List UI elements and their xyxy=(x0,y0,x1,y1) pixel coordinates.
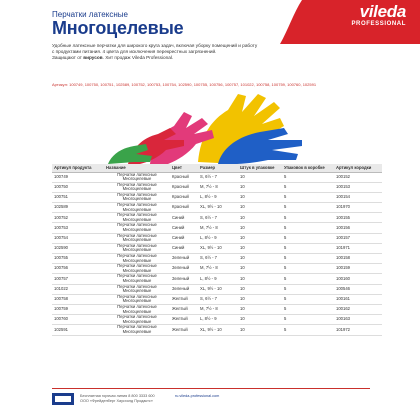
page-title: Многоцелевые xyxy=(52,18,184,38)
cell-color: Синий xyxy=(170,243,198,253)
desc-line-3-bold: вирусов xyxy=(83,55,103,61)
table-row xyxy=(52,325,382,335)
cell-color: Желтый xyxy=(170,304,198,314)
cell-article: 100750 xyxy=(52,182,104,192)
desc-line-3 xyxy=(52,55,372,61)
brand-logo-sub: PROFESSIONAL xyxy=(351,21,406,27)
gloves-illustration xyxy=(88,88,338,164)
cell-name: Перчатки латексные Многоцелевые xyxy=(104,315,170,325)
gloves-photo xyxy=(88,88,338,164)
col-packs: Упаковок в коробке xyxy=(282,164,334,172)
brand-logo[interactable]: vileda xyxy=(359,2,406,21)
cell-name: Перчатки латексные Многоцелевые xyxy=(104,233,170,243)
table-row xyxy=(52,182,382,192)
desc-line-1: Удобные латексные перчатки для широкого круга задач, включая уборку помещений и работу xyxy=(52,43,258,48)
footer-text xyxy=(80,394,155,404)
cell-size: S, 6½ - 7 xyxy=(198,294,238,304)
cell-article: 100755 xyxy=(52,254,104,264)
cell-size: L, 8½ - 9 xyxy=(198,192,238,202)
cell-box-article: 100155 xyxy=(334,213,382,223)
col-box-article: Артикул кородки xyxy=(334,164,382,172)
cell-packs: 5 xyxy=(282,274,334,284)
cell-pieces: 10 xyxy=(238,233,282,243)
cell-article: 100754 xyxy=(52,233,104,243)
table-header-row xyxy=(52,164,382,172)
cell-packs: 5 xyxy=(282,203,334,213)
cell-size: S, 6½ - 7 xyxy=(198,254,238,264)
cell-box-article: 101971 xyxy=(334,243,382,253)
cell-name: Перчатки латексные Многоцелевые xyxy=(104,294,170,304)
cell-packs: 5 xyxy=(282,284,334,294)
cell-pieces: 10 xyxy=(238,172,282,182)
cell-size: L, 8½ - 9 xyxy=(198,315,238,325)
cell-name: Перчатки латексные Многоцелевые xyxy=(104,203,170,213)
cell-color: Синий xyxy=(170,213,198,223)
cell-name: Перчатки латексные Многоцелевые xyxy=(104,182,170,192)
cell-color: Синий xyxy=(170,233,198,243)
table-row xyxy=(52,172,382,182)
cell-name: Перчатки латексные Многоцелевые xyxy=(104,304,170,314)
cell-box-article: 100161 xyxy=(334,294,382,304)
cell-box-article: 101970 xyxy=(334,203,382,213)
cell-color: Красный xyxy=(170,182,198,192)
col-article: Артикул продукта xyxy=(52,164,104,172)
cell-packs: 5 xyxy=(282,325,334,335)
table-row xyxy=(52,233,382,243)
desc-line-2: с продуктами питания. 4 цвета для исключения перекрестных загрязнений. xyxy=(52,49,217,55)
cell-pieces: 10 xyxy=(238,182,282,192)
cell-size: S, 6½ - 7 xyxy=(198,172,238,182)
col-pieces: Штук в упаковке xyxy=(238,164,282,172)
table-row xyxy=(52,254,382,264)
table-row xyxy=(52,243,382,253)
article-list: Артикул: 100749, 100750, 100751, 102589, 100752, 100753, 100754, 102590, 100755, 100756, 100757, 101022, 100758, 100759, 100760, 102591 xyxy=(52,82,317,87)
page-subtitle: Перчатки латексные xyxy=(52,10,128,19)
cell-color: Красный xyxy=(170,192,198,202)
cell-pieces: 10 xyxy=(238,213,282,223)
cell-pieces: 10 xyxy=(238,304,282,314)
table-row xyxy=(52,315,382,325)
cell-color: Красный xyxy=(170,172,198,182)
table-row xyxy=(52,264,382,274)
cell-name: Перчатки латексные Многоцелевые xyxy=(104,274,170,284)
cell-pieces: 10 xyxy=(238,274,282,284)
cell-packs: 5 xyxy=(282,304,334,314)
cell-box-article: 100546 xyxy=(334,284,382,294)
cell-packs: 5 xyxy=(282,254,334,264)
product-description xyxy=(52,43,372,62)
cell-color: Синий xyxy=(170,223,198,233)
cell-box-article: 100154 xyxy=(334,192,382,202)
table-row xyxy=(52,203,382,213)
cell-size: XL, 9½ - 10 xyxy=(198,325,238,335)
cell-size: L, 8½ - 9 xyxy=(198,274,238,284)
table-row xyxy=(52,213,382,223)
cell-pieces: 10 xyxy=(238,243,282,253)
cell-name: Перчатки латексные Многоцелевые xyxy=(104,284,170,294)
table-row xyxy=(52,304,382,314)
cell-box-article: 100157 xyxy=(334,233,382,243)
table-row xyxy=(52,294,382,304)
cell-name: Перчатки латексные Многоцелевые xyxy=(104,264,170,274)
cell-article: 100759 xyxy=(52,304,104,314)
cell-article: 102591 xyxy=(52,325,104,335)
cell-packs: 5 xyxy=(282,172,334,182)
cell-size: XL, 9½ - 10 xyxy=(198,203,238,213)
cell-box-article: 100158 xyxy=(334,254,382,264)
cell-color: Зеленый xyxy=(170,254,198,264)
cell-size: XL, 9½ - 10 xyxy=(198,284,238,294)
cell-box-article: 100162 xyxy=(334,304,382,314)
cell-pieces: 10 xyxy=(238,315,282,325)
cell-pieces: 10 xyxy=(238,192,282,202)
cell-size: L, 8½ - 9 xyxy=(198,233,238,243)
cell-packs: 5 xyxy=(282,233,334,243)
cell-color: Зеленый xyxy=(170,264,198,274)
cell-pieces: 10 xyxy=(238,294,282,304)
table-row xyxy=(52,223,382,233)
cell-packs: 5 xyxy=(282,243,334,253)
cell-color: Зеленый xyxy=(170,274,198,284)
cell-size: M, 7½ - 8 xyxy=(198,264,238,274)
cell-article: 100753 xyxy=(52,223,104,233)
cell-pieces: 10 xyxy=(238,325,282,335)
cell-article: 100758 xyxy=(52,294,104,304)
footer-logo-icon xyxy=(52,393,74,405)
cell-article: 100751 xyxy=(52,192,104,202)
cell-article: 100749 xyxy=(52,172,104,182)
cell-article: 102589 xyxy=(52,203,104,213)
cell-size: M, 7½ - 8 xyxy=(198,223,238,233)
cell-packs: 5 xyxy=(282,192,334,202)
cell-color: Желтый xyxy=(170,294,198,304)
cell-packs: 5 xyxy=(282,264,334,274)
cell-article: 102590 xyxy=(52,243,104,253)
cell-box-article: 101972 xyxy=(334,325,382,335)
cell-article: 101022 xyxy=(52,284,104,294)
col-name: Название xyxy=(104,164,170,172)
cell-packs: 5 xyxy=(282,294,334,304)
cell-name: Перчатки латексные Многоцелевые xyxy=(104,213,170,223)
table-body xyxy=(52,172,382,335)
cell-box-article: 100159 xyxy=(334,264,382,274)
cell-packs: 5 xyxy=(282,223,334,233)
cell-article: 100757 xyxy=(52,274,104,284)
cell-name: Перчатки латексные Многоцелевые xyxy=(104,243,170,253)
product-table xyxy=(52,164,382,336)
cell-name: Перчатки латексные Многоцелевые xyxy=(104,254,170,264)
cell-packs: 5 xyxy=(282,213,334,223)
cell-pieces: 10 xyxy=(238,223,282,233)
cell-pieces: 10 xyxy=(238,284,282,294)
col-size: Размер xyxy=(198,164,238,172)
cell-name: Перчатки латексные Многоцелевые xyxy=(104,223,170,233)
cell-box-article: 100160 xyxy=(334,274,382,284)
cell-size: M, 7½ - 8 xyxy=(198,182,238,192)
footer-link[interactable]: ru.vileda-professional.com xyxy=(175,394,220,398)
cell-box-article: 100156 xyxy=(334,223,382,233)
desc-line-3-post: . Хит продаж Vileda Professional. xyxy=(102,55,174,61)
cell-packs: 5 xyxy=(282,315,334,325)
cell-size: S, 6½ - 7 xyxy=(198,213,238,223)
cell-box-article: 100152 xyxy=(334,172,382,182)
cell-color: Красный xyxy=(170,203,198,213)
col-color: Цвет xyxy=(170,164,198,172)
cell-color: Желтый xyxy=(170,325,198,335)
cell-size: XL, 9½ - 10 xyxy=(198,243,238,253)
cell-article: 100756 xyxy=(52,264,104,274)
cell-pieces: 10 xyxy=(238,203,282,213)
table-row xyxy=(52,274,382,284)
cell-name: Перчатки латексные Многоцелевые xyxy=(104,325,170,335)
cell-packs: 5 xyxy=(282,182,334,192)
cell-color: Желтый xyxy=(170,315,198,325)
cell-pieces: 10 xyxy=(238,254,282,264)
cell-name: Перчатки латексные Многоцелевые xyxy=(104,192,170,202)
cell-size: M, 7½ - 8 xyxy=(198,304,238,314)
footer-hotline: Бесплатная горячая линия 8 800 3333 600 xyxy=(80,394,155,398)
footer-company: ООО «Фрейденберг Хаусхолд Продактс» xyxy=(80,399,153,403)
footer-divider xyxy=(52,388,370,389)
cell-article: 100752 xyxy=(52,213,104,223)
cell-box-article: 100163 xyxy=(334,315,382,325)
desc-line-3-pre: Защищают от xyxy=(52,55,84,61)
cell-name: Перчатки латексные Многоцелевые xyxy=(104,172,170,182)
cell-color: Зеленый xyxy=(170,284,198,294)
table-row xyxy=(52,192,382,202)
cell-pieces: 10 xyxy=(238,264,282,274)
cell-article: 100760 xyxy=(52,315,104,325)
cell-box-article: 100153 xyxy=(334,182,382,192)
table-row xyxy=(52,284,382,294)
